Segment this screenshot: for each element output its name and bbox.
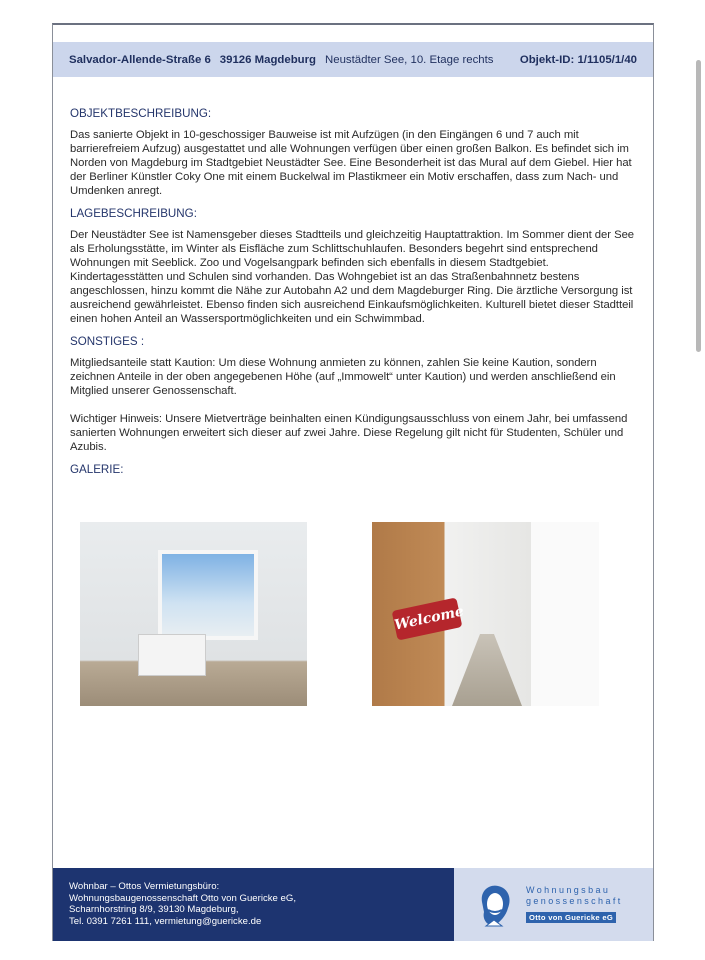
company-logo (454, 868, 653, 941)
sonstiges-text-1: Mitgliedsanteile statt Kaution: Um diese Wohnung anmieten zu können, zahlen Sie keine Kaution, sondern zeichnen Anteile in der oben angegebenen Höhe (auf „Immowelt“ unter Kaution) und werden anschließend ein Mitglied unserer Genossenschaft. (70, 357, 616, 397)
location: Neustädter See, 10. Etage rechts (325, 53, 494, 66)
logo-line-1: Wohnungsbau (526, 884, 611, 895)
window (158, 550, 258, 640)
hallway-floor (452, 634, 522, 706)
description (70, 107, 640, 484)
scrollbar[interactable] (696, 60, 701, 352)
lage-text: Der Neustädter See ist Namensgeber dieses Stadtteils und gleichzeitig Hauptattraktion. Im Sommer dient der See als Erholungsstätte, im Winter als Eisfläche zum Schlittschuhlaufen. Besonders begehrt sind entsprechend Wohnungen mit Seeblick. Zoo und Vogelsangpark befinden sich ebenfalls in diesem Stadtgebiet. Kindertagesstätten und Schulen sind vorhanden. Das Wohngebiet ist an das Straßenbahnnetz bestens angeschlossen, hinzu kommt die Nähe zur Autobahn A2 und dem Magdeburger Ring. Die ärztliche Versorgung ist ausreichend gewährleistet. Ebenso finden sich ausreichend Einkaufsmöglichkeiten. Kulturell bietet dieser Stadtteil einen hohen Anteil an Wassersportmöglichkeiten und ein Schwimmbad. (70, 229, 635, 325)
gallery (80, 522, 600, 706)
logo-line-2: genossenschaft (526, 895, 623, 906)
contact-line: Wohnungsbaugenossenschaft Otto von Guericke eG, (69, 892, 297, 904)
object-id: Objekt-ID: 1/1105/1/40 (519, 53, 637, 66)
footer (53, 868, 653, 941)
contact-line: Scharnhorstring 8/9, 39130 Magdeburg, (69, 904, 239, 916)
guericke-portrait-icon (472, 882, 518, 928)
gallery-photo-balcony[interactable] (80, 522, 307, 706)
street: Salvador-Allende-Straße 6 (69, 53, 211, 66)
logo-line-3: Otto von Guericke eG (526, 912, 616, 923)
contact-info (53, 868, 454, 941)
section-title-galerie: GALERIE: (70, 463, 124, 476)
radiator (138, 634, 206, 676)
contact-line: Tel. 0391 7261 111, vermietung@guericke.de (69, 915, 262, 927)
expose-page (52, 23, 654, 941)
section-title-sonstiges: SONSTIGES : (70, 335, 145, 348)
welcome-sign: Welcome (392, 597, 463, 640)
sonstiges-text-2: Wichtiger Hinweis: Unsere Mietverträge beinhalten einen Kündigungsausschluss von einem Jahr, bei umfassend sanierten Wohnungen erweitert sich dieser auf zwei Jahre. Diese Regelung gilt nicht für Studenten, Schüler und Azubis. (70, 413, 628, 453)
section-title-lage: LAGEBESCHREIBUNG: (70, 207, 197, 220)
address-header (53, 42, 653, 77)
section-title-objekt: OBJEKTBESCHREIBUNG: (70, 107, 212, 120)
city: 39126 Magdeburg (219, 53, 317, 66)
gallery-photo-hallway[interactable] (372, 522, 599, 706)
contact-line: Wohnbar – Ottos Vermietungsbüro: (69, 881, 220, 892)
objekt-text: Das sanierte Objekt in 10-geschossiger Bauweise ist mit Aufzügen (in den Eingängen 6 und 7 auch mit barrierefreiem Aufzug) ausgestattet und alle Wohnungen verfügen über einen großen Balkon. Es befindet sich im Norden von Magdeburg im Stadtgebiet Neustädter See. Eine Besonderheit ist das Mural auf dem Giebel. Hier hat der Berliner Künstler Coky One mit einem Buckelwal im Plastikmeer ein Motiv erschaffen, dass zum Nach- und Umdenken anregt. (70, 129, 632, 197)
